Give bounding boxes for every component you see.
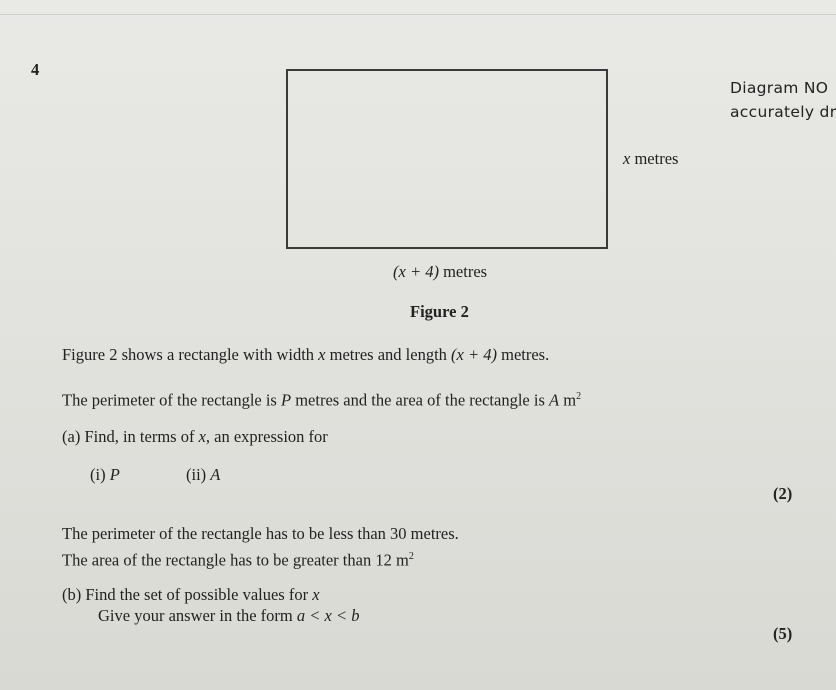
bottom-length-unit: metres: [438, 262, 488, 281]
part-b-prompt: [62, 585, 320, 605]
intro-line-2-sup: 2: [576, 391, 582, 402]
part-a-sub-i: [90, 465, 120, 485]
diagram-note-line1: Diagram NO: [730, 79, 829, 97]
part-a-sub-i-var: P: [109, 465, 120, 484]
part-a-sub-i-label: (i): [90, 465, 106, 484]
constraint-perimeter: The perimeter of the rectangle has to be less than 30 metres.: [62, 524, 459, 543]
part-a-marks: (2): [773, 484, 793, 503]
constraint-area-sup: 2: [408, 551, 414, 562]
side-length-unit: metres: [630, 149, 679, 168]
part-b-form-text: Give your answer in the form: [98, 606, 297, 625]
part-a-text-b: , an expression for: [205, 427, 328, 446]
question-number: 4: [31, 60, 40, 79]
part-b-answer-form: [98, 606, 359, 626]
intro-line-2: [62, 387, 581, 411]
intro-line-2-part-b: metres and the area of the rectangle is: [291, 390, 549, 410]
part-a-sub-ii-var: A: [210, 465, 221, 484]
side-length-var: x: [623, 149, 631, 168]
part-a-prompt: [62, 427, 328, 447]
bottom-length-var: (x + 4): [393, 262, 439, 281]
intro-line-1-part-d: metres.: [497, 345, 550, 364]
constraint-area: [62, 547, 414, 571]
intro-line-2-var-p: P: [280, 390, 292, 410]
part-b-label: (b): [62, 585, 82, 604]
intro-line-2-unit: m: [559, 390, 577, 410]
part-a-text-a: Find, in terms of: [84, 427, 199, 446]
intro-line-2-var-a: A: [549, 390, 560, 410]
part-a-var-x: x: [198, 427, 206, 446]
figure-rectangle: [286, 69, 608, 249]
intro-line-1-var-x: x: [318, 345, 326, 364]
intro-line-1: [62, 345, 549, 365]
side-length-label: [623, 149, 678, 169]
figure-caption: Figure 2: [410, 302, 469, 321]
constraint-area-value: 12 m: [375, 550, 409, 570]
diagram-note-line2: accurately dr: [730, 103, 836, 121]
part-a-sub-ii-label: (ii): [186, 465, 207, 484]
intro-line-1-expression: (x + 4): [451, 345, 497, 364]
page-edge-line: [0, 14, 836, 15]
part-a-sub-ii: [186, 465, 220, 485]
part-b-text-a: Find the set of possible values for: [85, 585, 313, 604]
intro-line-2-part-a: The perimeter of the rectangle is: [62, 390, 281, 410]
part-a-label: (a): [62, 427, 81, 446]
bottom-length-label: [393, 262, 487, 282]
part-b-marks: (5): [773, 624, 793, 643]
part-b-var-x: x: [312, 585, 320, 604]
intro-line-1-part-a: Figure 2 shows a rectangle with width: [62, 345, 319, 364]
part-b-form-expression: a < x < b: [296, 606, 360, 625]
intro-line-1-part-b: metres and length: [325, 345, 452, 364]
constraint-area-text: The area of the rectangle has to be greater than: [62, 550, 376, 570]
